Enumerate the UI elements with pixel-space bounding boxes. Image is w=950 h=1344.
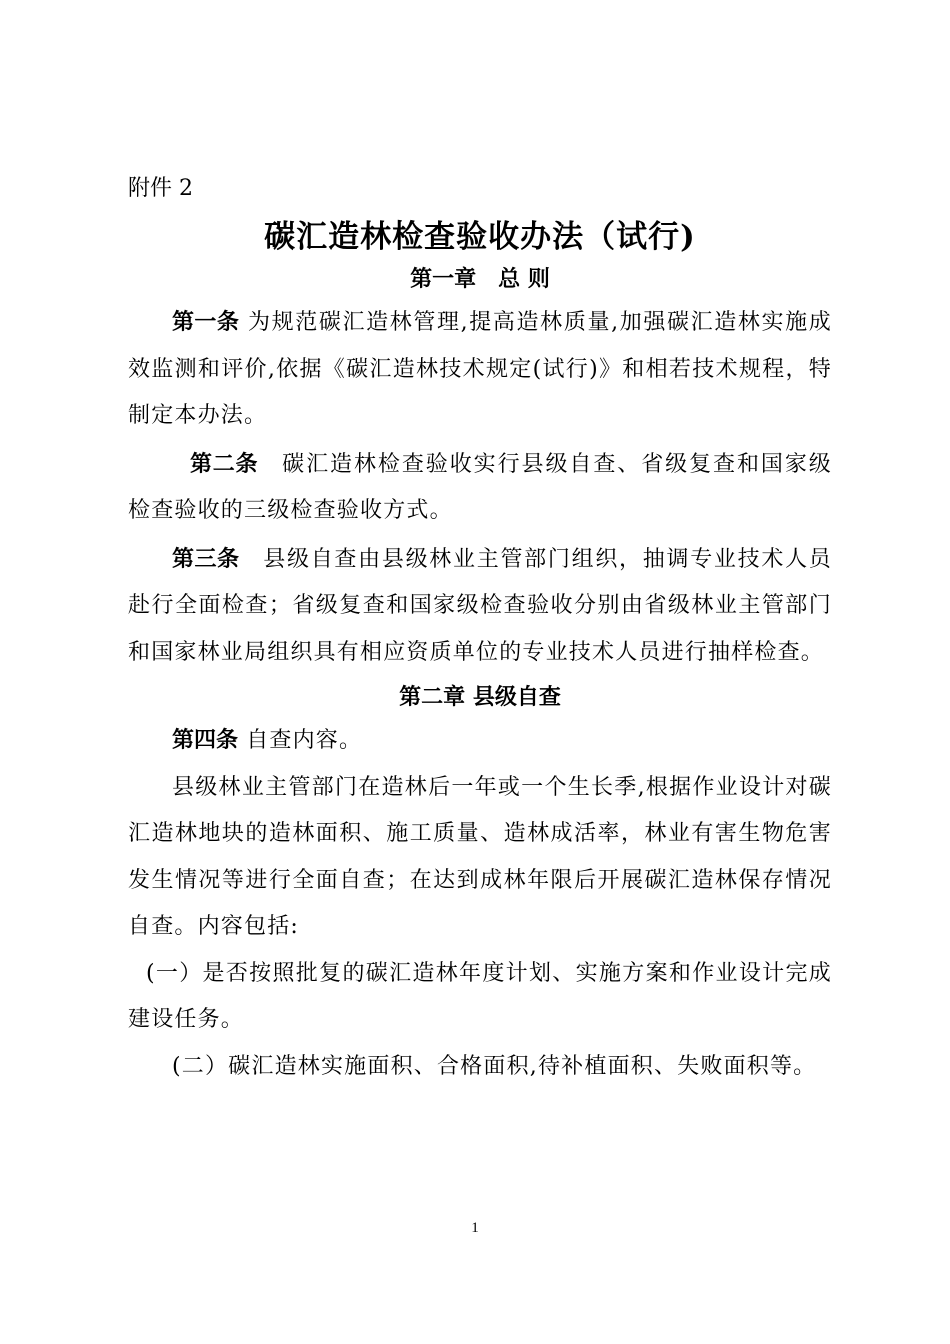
list-item-1: (一）是否按照批复的碳汇造林年度计划、实施方案和作业设计完成建设任务。: [128, 960, 832, 1032]
article-4-label: 第四条: [172, 728, 239, 753]
self-check-paragraph: 县级林业主管部门在造林后一年或一个生长季,根据作业设计对碳汇造林地块的造林面积、施工质量、造林成活率，林业有害生物危害发生情况等进行全面自查；在达到成林年限后开展碳汇造林保存情况自查。内容包括:: [128, 774, 832, 939]
chapter-heading-2: 第二章 县级自查: [399, 685, 561, 710]
article-4-text: 自查内容。: [238, 728, 363, 753]
list-item-2: (二）碳汇造林实施面积、合格面积,待补植面积、失败面积等。: [172, 1053, 817, 1079]
article-1-label: 第一条: [172, 310, 240, 335]
article-2-label: 第二条: [190, 451, 259, 477]
document-title: 碳汇造林检查验收办法（试行): [264, 219, 696, 255]
article-3: [128, 537, 832, 677]
article-1: [128, 300, 832, 440]
chapter-heading-1: 第一章 总 则: [410, 267, 550, 292]
attachment-label: 附件 2: [128, 176, 193, 201]
page-number: 1: [471, 1220, 479, 1236]
article-4: [128, 718, 832, 765]
document-body: [128, 172, 832, 1090]
article-3-text: 县级自查由县级林业主管部门组织，抽调专业技术人员赴行全面检查；省级复查和国家级检查验收分别由省级林业主管部门和国家林业局组织具有相应资质单位的专业技术人员进行抽样检查。: [128, 546, 832, 665]
article-3-label: 第三条: [172, 546, 240, 572]
article-1-text: 为规范碳汇造林管理,提高造林质量,加强碳汇造林实施成效监测和评价,依据《碳汇造林技术规定(试行)》和相若技术规程，特制定本办法。: [128, 310, 832, 428]
article-2-text: 碳汇造林检查验收实行县级自查、省级复查和国家级检查验收的三级检查验收方式。: [128, 451, 832, 523]
article-2: [128, 442, 832, 535]
